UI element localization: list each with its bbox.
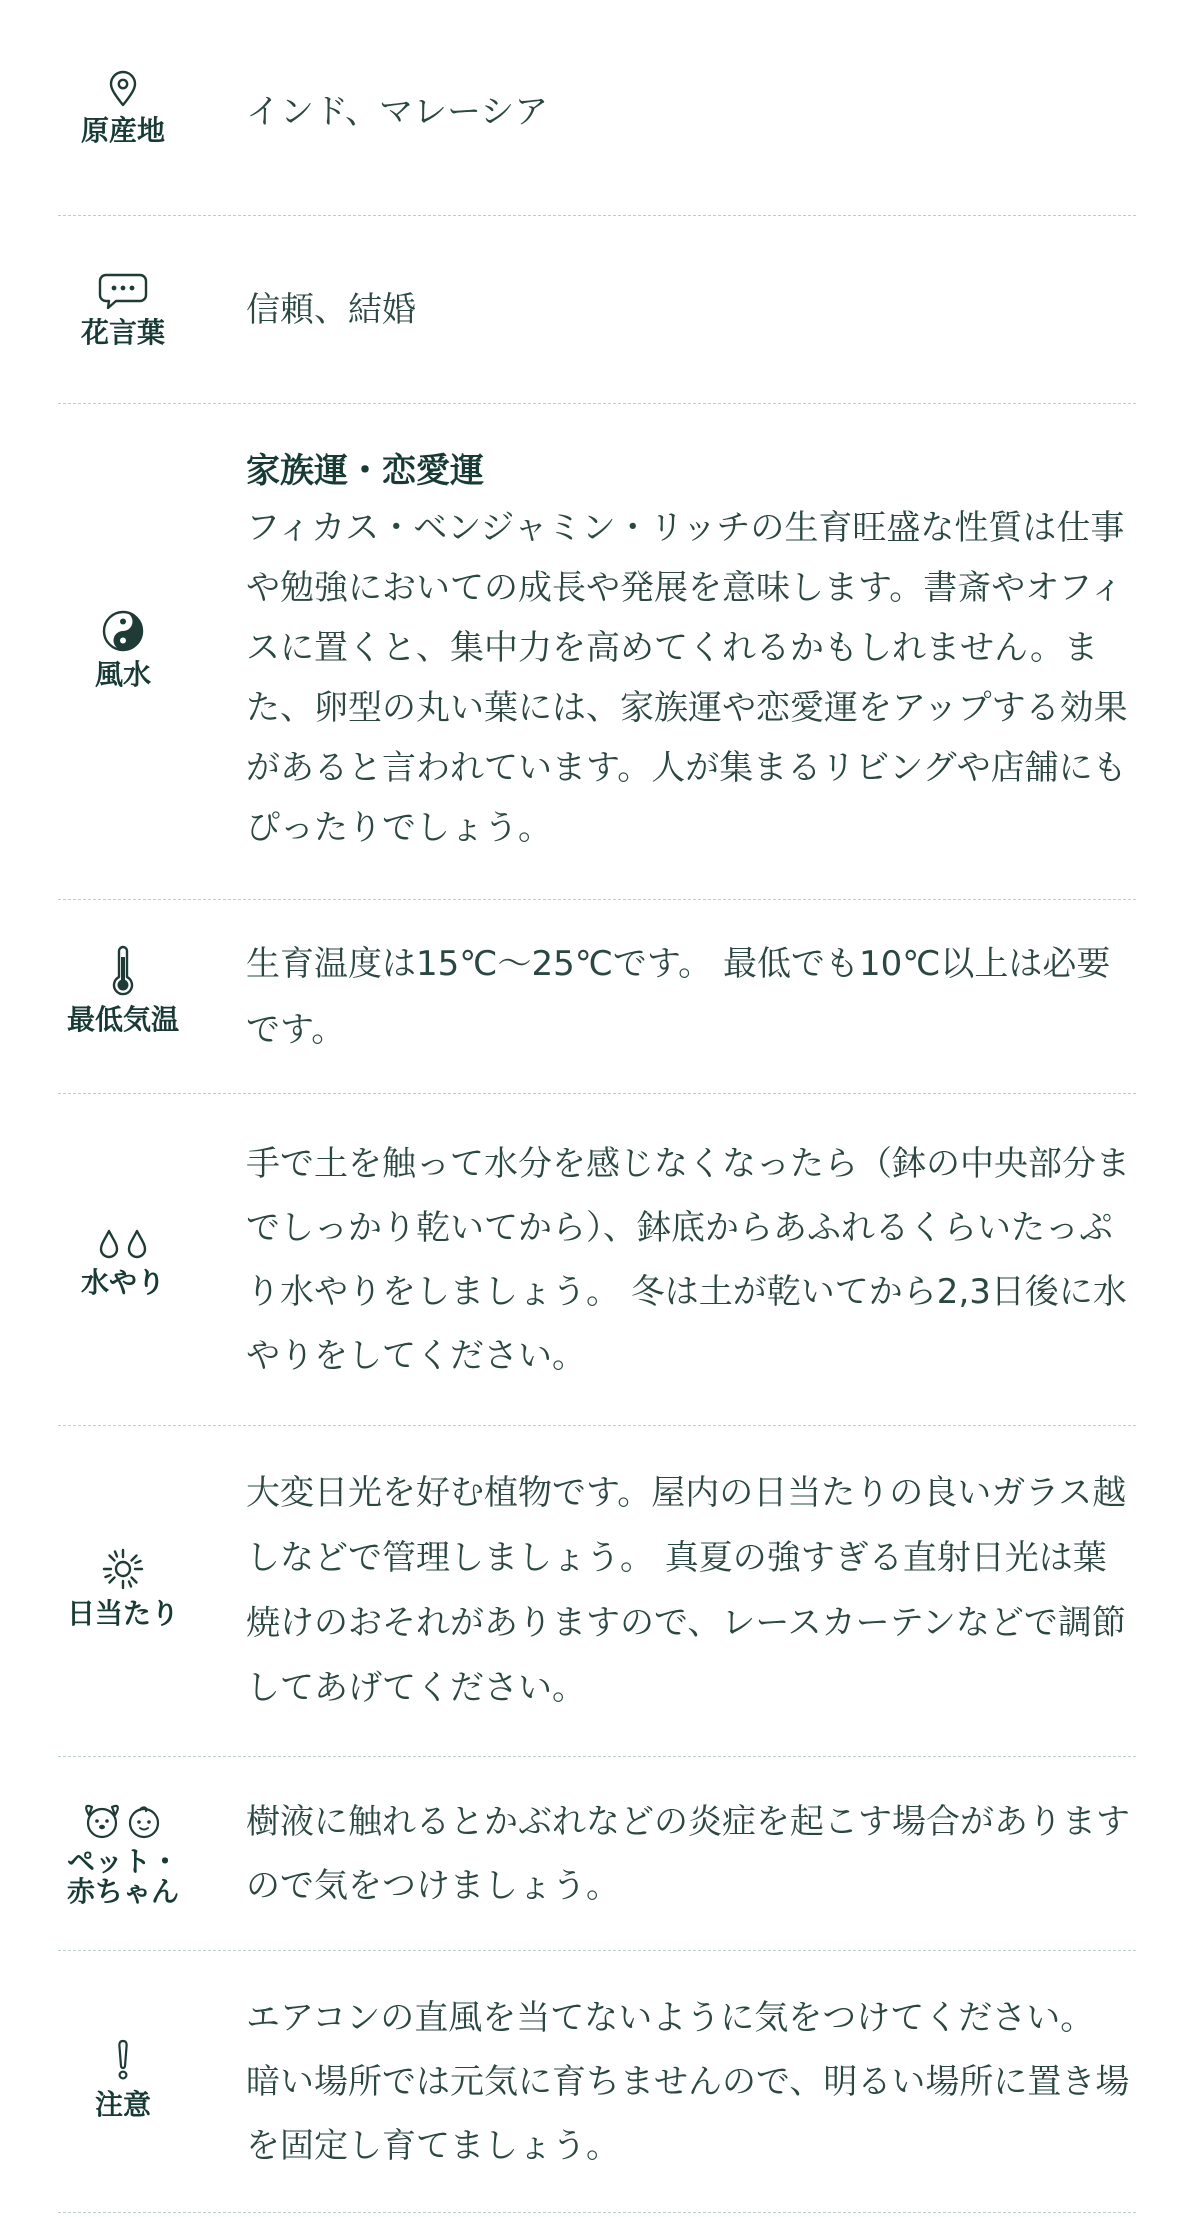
row-label-column [58,2042,188,2122]
row-text: 手で土を触って水分を感じなくなったら（鉢の中央部分までしっかり乾いてから）、鉢底からあふれるくらいたっぷり水やりをしましょう。 冬は土が乾いてから2,3日後に水やりをしてください。 [246,1143,1130,1376]
row-label-column [58,957,188,1037]
info-row-sunlight [58,1426,1136,1757]
info-row-feng-shui [58,404,1136,900]
row-text: 信頼、結婚 [246,289,416,330]
row-text: インド、マレーシア [246,92,549,132]
info-row-caution [58,1951,1136,2213]
info-row-flower-language [58,216,1136,404]
row-label: 風水 [94,657,151,691]
yin-yang-icon [102,612,144,652]
row-label-column [58,1220,188,1300]
row-text: エアコンの直風を当てないように気をつけてください。 暗い場所では元気に育ちませんので、明るい場所に置き場を固定し育てましょう。 [246,1997,1130,2166]
plant-info-list [58,0,1136,2213]
row-label: 注意 [94,2087,151,2121]
info-row-watering [58,1094,1136,1426]
row-label: 原産地 [80,113,165,147]
row-text: 大変日光を好む植物です。屋内の日当たりの良いガラス越しなどで管理しましょう。 真夏の強すぎる直射日光は葉焼けのおそれがありますので、レースカーテンなどで調節してあげてください。 [246,1473,1127,1708]
sun-icon [101,1551,145,1591]
feng-shui-subtitle: 家族運・恋愛運 [246,450,484,491]
info-row-pet-baby [58,1757,1136,1951]
row-label-column [58,270,188,350]
location-pin-icon [108,68,138,108]
exclamation-icon [114,2042,132,2082]
row-content [246,1461,1136,1721]
row-content [246,1132,1136,1388]
row-label-column [58,612,188,692]
thermometer-icon [112,957,134,997]
row-content [246,446,1136,858]
row-content [246,931,1136,1063]
water-drops-icon [95,1220,151,1260]
row-label: 花言葉 [80,315,165,349]
info-row-origin [58,0,1136,216]
row-content [246,0,1136,136]
pet-baby-icon [80,1801,166,1841]
row-text: フィカス・ベンジャミン・リッチの生育旺盛な性質は仕事や勉強においての成長や発展を意味します。書斎やオフィスに置くと、集中力を高めてくれるかもしれません。また、卵型の丸い葉には、家族運や恋愛運をアップする効果があると言われています。人が集まるリビングや店舗にもぴったりでしょう。 [246,507,1128,848]
row-label: ペット・赤ちゃん [66,1844,179,1908]
row-content [246,1790,1136,1918]
row-label-column [58,1551,188,1631]
row-label: 日当たり [66,1597,179,1630]
row-content [246,286,1136,334]
row-text: 生育温度は15℃～25℃です。 最低でも10℃以上は必要です。 [246,943,1111,1050]
row-text: 樹液に触れるとかぶれなどの炎症を起こす場合がありますので気をつけましょう。 [246,1801,1130,1906]
row-content [246,1986,1136,2178]
row-label: 最低気温 [66,1002,179,1036]
info-row-min-temperature [58,900,1136,1094]
row-label-column [58,68,188,148]
speech-bubble-icon [98,270,148,310]
row-label-column [58,1801,188,1907]
row-label: 水やり [80,1265,165,1299]
